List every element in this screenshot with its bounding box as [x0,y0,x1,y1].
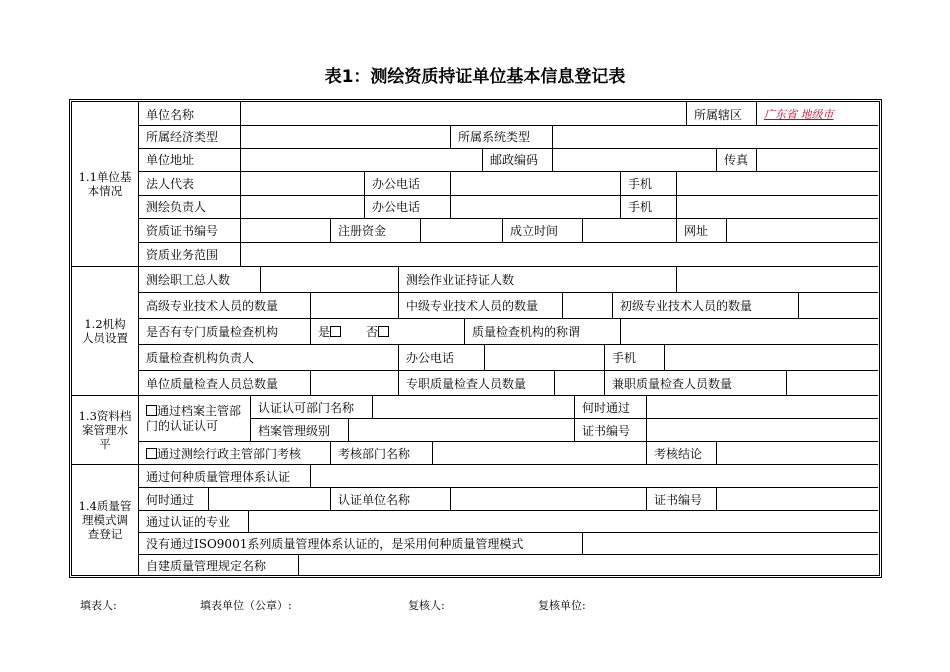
label-fax: 传真 [724,153,749,167]
no-option[interactable]: 否 [366,325,389,339]
label-qc-head: 质量检查机构负责人 [146,351,255,365]
footer-filler: 填表人: [80,599,117,612]
label-check-result: 考核结论 [654,447,703,461]
grid-line [450,171,451,218]
label-cert-no: 资质证书编号 [146,224,219,238]
grid-line [348,418,349,441]
grid-line [756,102,757,125]
grid-line [208,487,209,510]
grid-line [484,344,485,370]
footer-reviewer: 复核人: [408,599,445,612]
grid-line [482,148,483,171]
label-has-qc: 是否有专门质量检查机构 [146,325,279,339]
label-cert-staff: 测绘作业证持证人数 [406,273,515,287]
label-qc-mobile: 手机 [612,351,637,365]
grid-line [398,370,399,395]
label-cert-dept: 认证认可部门名称 [258,401,355,415]
grid-line [676,218,677,242]
grid-line [574,395,575,441]
label-cert-body: 认证单位名称 [338,493,411,507]
grid-line [260,266,261,292]
grid-line [310,370,311,395]
grid-line [138,344,878,345]
grid-line [398,344,399,370]
grid-line [646,441,647,464]
label-check-dept: 考核部门名称 [338,447,411,461]
grid-line [620,318,621,344]
grid-line [310,465,311,487]
grid-line [676,266,677,292]
grid-line [364,171,365,218]
grid-line [612,292,613,318]
section-1-label: 1.1单位基本情况 [78,170,132,198]
label-unit-name: 单位名称 [146,108,195,122]
grid-line [620,171,621,218]
label-system-type: 所属系统类型 [458,130,531,144]
label-qm-when: 何时通过 [146,493,195,507]
grid-line [726,218,727,242]
section-separator [72,266,878,267]
grid-line [250,395,251,441]
label-junior: 初级专业技术人员的数量 [620,299,753,313]
grid-line [582,218,583,242]
grid-line [248,510,249,532]
grid-line [310,318,311,344]
yes-checkbox[interactable] [330,326,341,337]
grid-line [582,532,583,554]
label-qc-part: 兼职质量检查人员数量 [612,377,733,391]
grid-line [716,487,717,510]
grid-line [310,292,311,318]
label-website: 网址 [684,224,709,238]
grid-line [240,171,241,218]
grid-line [646,395,647,441]
label-archive-cert-no: 证书编号 [582,424,631,438]
label-archive-level: 档案管理级别 [258,424,331,438]
grid-line [716,441,717,464]
grid-line [250,418,878,419]
grid-line [646,487,647,510]
label-qc-office-phone: 办公电话 [406,351,455,365]
grid-line [686,102,687,125]
grid-line [372,395,373,418]
grid-line [240,102,241,125]
label-mid: 中级专业技术人员的数量 [406,299,539,313]
label-office-phone: 办公电话 [372,177,421,191]
grid-line [240,148,241,171]
label-scope: 资质业务范围 [146,248,219,262]
label-qc-total: 单位质量检查人员总数量 [146,377,279,391]
jurisdiction-value[interactable]: 广东省 地级市 [764,108,834,121]
label-legal-rep: 法人代表 [146,177,195,191]
label-postcode: 邮政编码 [490,153,539,167]
no-checkbox[interactable] [378,326,389,337]
grid-line [562,292,563,318]
grid-line [138,441,878,442]
section-separator [72,395,878,396]
label-address: 单位地址 [146,153,195,167]
row-line [138,125,878,126]
grid-line [298,554,299,575]
row-line [138,171,878,172]
grid-line [450,125,451,148]
grid-line [676,171,677,218]
label-archive-when: 何时通过 [582,401,631,415]
label-senior: 高级专业技术人员的数量 [146,299,279,313]
page-title: 表1：测绘资质持证单位基本信息登记表 [324,67,626,87]
grid-line [798,292,799,318]
grid-line [786,370,787,395]
grid-line [138,487,878,488]
grid-line [138,370,878,371]
grid-line [756,148,757,171]
grid-line [432,441,433,464]
row-line [138,218,878,219]
label-total-staff: 测绘职工总人数 [146,273,231,287]
grid-line [420,218,421,242]
section-separator [72,464,878,465]
label-econ-type: 所属经济类型 [146,130,219,144]
label-qc-name: 质量检查机构的称谓 [472,325,581,339]
grid-line [240,125,241,148]
label-survey-head: 测绘负责人 [146,200,207,214]
label-no-iso: 没有通过ISO9001系列质量管理体系认证的，是采用何种质量管理模式 [146,537,524,551]
grid-line [330,218,331,242]
row-line [138,195,878,196]
archive-cert-checkbox[interactable] [146,405,157,416]
section-2-label: 1.2机构人员设置 [82,317,128,345]
archive-cert-option[interactable]: 通过档案主管部门的认证认可 [146,404,242,433]
grid-line [664,344,665,370]
footer-unit: 填表单位（公章）: [200,599,292,612]
section-3-label: 1.3资料档案管理水平 [78,409,132,451]
grid-line [138,318,878,319]
grid-line [450,487,451,510]
grid-line [552,148,553,171]
grid-line [604,344,605,370]
grid-line [604,370,605,395]
footer-review-unit: 复核单位: [538,599,586,612]
row-line [138,148,878,149]
grid-line [138,292,878,293]
grid-line [330,441,331,464]
section-4-label: 1.4质量管理模式调查登记 [78,499,132,541]
label-mobile: 手机 [628,177,653,191]
label-office-phone-2: 办公电话 [372,200,421,214]
grid-line [138,532,878,533]
grid-line [240,218,241,266]
grid-line [464,318,465,344]
label-est-date: 成立时间 [510,224,559,238]
grid-line [554,370,555,395]
label-major: 通过认证的专业 [146,515,231,529]
label-which-system: 通过何种质量管理体系认证 [146,470,291,484]
admin-check-checkbox[interactable] [146,448,157,459]
grid-line [398,292,399,318]
label-own-rules: 自建质量管理规定名称 [146,559,267,573]
section-divider [138,102,139,575]
label-reg-capital: 注册资金 [338,224,387,238]
label-qc-full: 专职质量检查人员数量 [406,377,527,391]
row-line [138,242,878,243]
yes-option[interactable]: 是 [318,325,341,339]
grid-line [138,554,878,555]
grid-line [502,218,503,242]
grid-line [716,148,717,171]
grid-line [398,266,399,292]
grid-line [330,487,331,510]
grid-line [138,510,878,511]
label-jurisdiction: 所属辖区 [694,108,743,122]
label-mobile-2: 手机 [628,200,653,214]
grid-line [552,125,553,148]
label-qm-cert-no: 证书编号 [654,493,703,507]
admin-check-option[interactable]: 通过测绘行政主管部门考核 [146,447,301,461]
